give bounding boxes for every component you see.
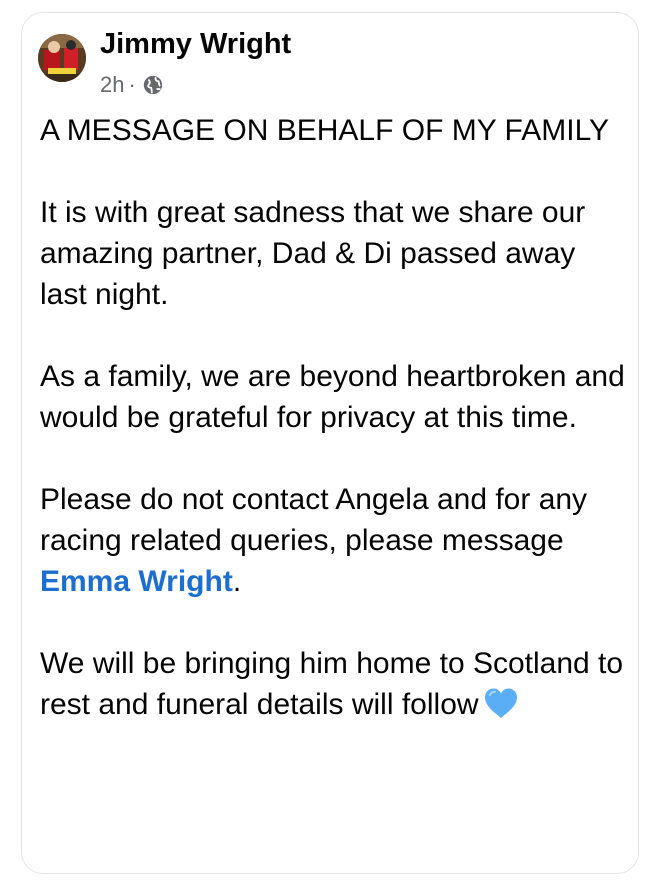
avatar-image bbox=[38, 34, 86, 82]
avatar[interactable] bbox=[38, 34, 86, 82]
post-paragraph bbox=[40, 479, 625, 602]
post-body bbox=[40, 110, 625, 725]
meta-separator: · bbox=[128, 72, 136, 97]
mention-link-emma-wright[interactable]: Emma Wright bbox=[40, 565, 233, 598]
author-name[interactable]: Jimmy Wright bbox=[100, 28, 292, 60]
post-paragraph: It is with great sadness that we share our amazing partner, Dad & Di passed away last night. bbox=[40, 196, 586, 311]
post-timestamp[interactable]: 2h bbox=[100, 72, 125, 97]
paragraph-text: . bbox=[232, 565, 242, 598]
post-meta bbox=[100, 72, 164, 98]
paragraph-text: Please do not contact Angela and for any racing related queries, please message bbox=[40, 483, 588, 557]
post-heading: A MESSAGE ON BEHALF OF MY FAMILY bbox=[40, 114, 610, 147]
post-paragraph: As a family, we are beyond heartbroken and would be grateful for privacy at this time. bbox=[40, 360, 625, 434]
blue-heart-icon bbox=[483, 687, 519, 720]
globe-icon[interactable] bbox=[142, 74, 164, 96]
paragraph-text: We will be bringing him home to Scotland to rest and funeral details will follow bbox=[40, 647, 624, 721]
post-paragraph bbox=[40, 643, 625, 725]
